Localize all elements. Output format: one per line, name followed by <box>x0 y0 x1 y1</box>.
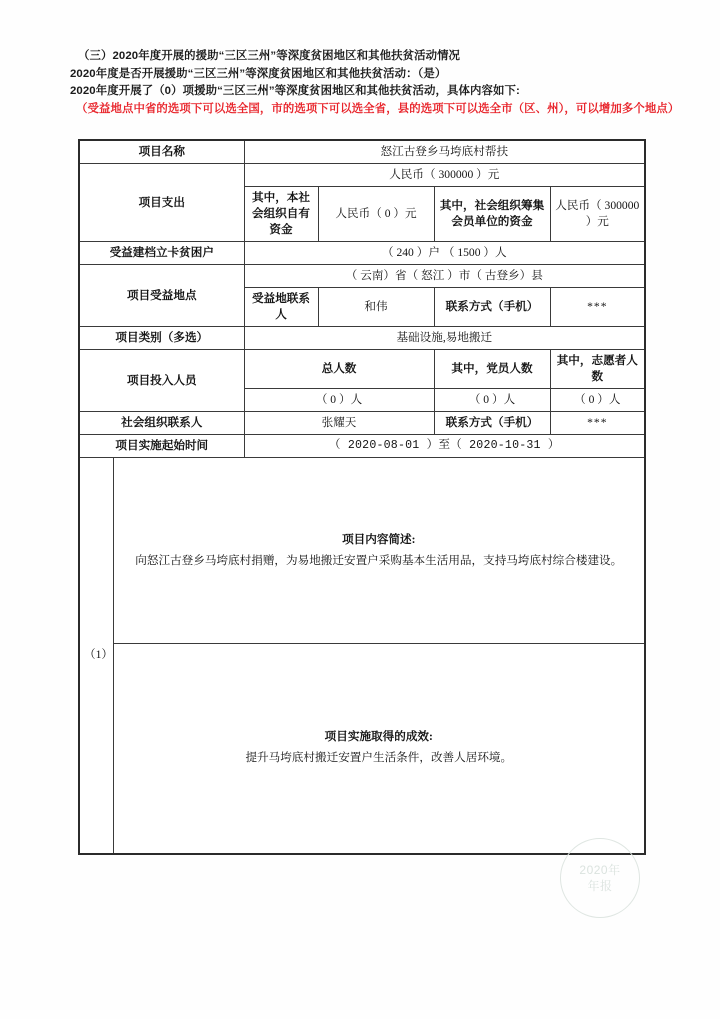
table-row-staff-headers <box>79 350 645 389</box>
staff-total-label: 总人数 <box>244 350 434 389</box>
project-name-value: 怒江古登乡马垮底村帮扶 <box>244 140 645 164</box>
table-row-project-name <box>79 140 645 164</box>
table-row-location <box>79 265 645 288</box>
results-body: 提升马垮底村搬迁安置户生活条件，改善人居环境。 <box>245 751 513 765</box>
category-label: 项目类别（多选） <box>79 327 244 350</box>
heading-activity-question: 2020年度是否开展援助“三区三州”等深度贫困地区和其他扶贫活动：（是） <box>70 67 447 80</box>
heading-block <box>70 48 680 118</box>
org-phone-label: 联系方式（手机） <box>434 412 550 435</box>
table-row-beneficiary <box>79 242 645 265</box>
heading-section-title: （三）2020年度开展的援助“三区三州”等深度贫困地区和其他扶贫活动情况 <box>78 50 461 62</box>
expense-label: 项目支出 <box>79 164 244 242</box>
table-row-org-contact <box>79 412 645 435</box>
location-label: 项目受益地点 <box>79 265 244 327</box>
table-row-description <box>79 458 645 644</box>
results-cell <box>113 644 645 854</box>
expense-raised-label: 其中，社会组织筹集会员单位的资金 <box>434 187 550 242</box>
location-phone-label: 联系方式（手机） <box>434 288 550 327</box>
category-value: 基础设施,易地搬迁 <box>244 327 645 350</box>
stamp-line-report: 年报 <box>587 879 613 893</box>
staff-volunteer-label: 其中，志愿者人数 <box>550 350 645 389</box>
expense-total-value: 人民币（ 300000 ）元 <box>244 164 645 187</box>
heading-activity-count: 2020年度开展了（0）项援助“三区三州”等深度贫困地区和其他扶贫活动，具体内容如下: <box>70 85 520 97</box>
location-value: （ 云南）省（ 怒江 ）市（ 古登乡）县 <box>244 265 645 288</box>
description-cell <box>113 458 645 644</box>
heading-red-note: （受益地点中省的选项下可以选全国，市的选项下可以选全省，县的选项下可以选全市（区、州），可以增加多个地点） <box>76 102 680 115</box>
location-contact-label: 受益地联系人 <box>244 288 318 327</box>
project-table-wrapper <box>78 139 644 855</box>
period-value: （ 2020-08-01 ）至（ 2020-10-31 ） <box>244 435 645 458</box>
project-name-label: 项目名称 <box>79 140 244 164</box>
beneficiary-value: （ 240 ）户 （ 1500 ）人 <box>244 242 645 265</box>
staff-volunteer-value: （ 0 ）人 <box>550 389 645 412</box>
expense-own-value: 人民币（ 0 ）元 <box>318 187 434 242</box>
period-label: 项目实施起始时间 <box>79 435 244 458</box>
beneficiary-label: 受益建档立卡贫困户 <box>79 242 244 265</box>
staff-label: 项目投入人员 <box>79 350 244 412</box>
table-row-results <box>79 644 645 854</box>
expense-own-label: 其中，本社会组织自有资金 <box>244 187 318 242</box>
project-table <box>78 139 646 855</box>
staff-party-value: （ 0 ）人 <box>434 389 550 412</box>
staff-total-value: （ 0 ）人 <box>244 389 434 412</box>
stamp-line-year: 2020年 <box>579 863 621 877</box>
table-row-category <box>79 327 645 350</box>
expense-raised-value: 人民币（ 300000 ）元 <box>550 187 645 242</box>
staff-party-label: 其中，党员人数 <box>434 350 550 389</box>
results-title: 项目实施取得的成效: <box>324 730 433 744</box>
org-phone-value: *** <box>550 412 645 435</box>
description-title: 项目内容简述: <box>342 532 416 546</box>
location-phone-value: *** <box>550 288 645 327</box>
item-index: （1） <box>79 458 113 854</box>
table-row-expense-total <box>79 164 645 187</box>
org-contact-label: 社会组织联系人 <box>79 412 244 435</box>
location-contact-value: 和伟 <box>318 288 434 327</box>
table-row-period <box>79 435 645 458</box>
description-body: 向怒江古登乡马垮底村捐赠，为易地搬迁安置户采购基本生活用品，支持马垮底村综合楼建设。 <box>135 553 623 567</box>
org-contact-value: 张耀天 <box>244 412 434 435</box>
